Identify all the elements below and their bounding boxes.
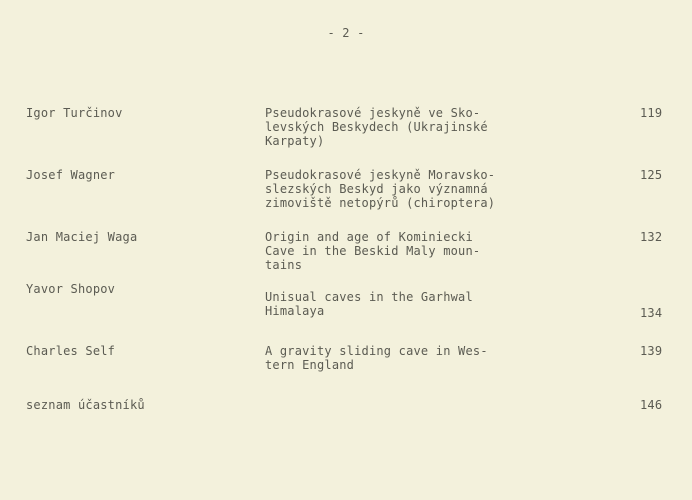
entry-title (265, 168, 605, 210)
entry-title-line: Karpaty) (265, 134, 325, 148)
entry-page-number: 125 (640, 168, 663, 182)
entry-title-line: tains (265, 258, 303, 272)
entry-title-line: Origin and age of Kominiecki (265, 230, 473, 244)
entry-author: Charles Self (26, 344, 116, 358)
entry-author: Jan Maciej Waga (26, 230, 138, 244)
entry-page-number: 119 (640, 106, 663, 120)
entry-title (265, 290, 605, 318)
entry-title-line: tern England (265, 358, 355, 372)
entry-title (265, 344, 605, 372)
entry-author: Josef Wagner (26, 168, 116, 182)
entry-page-number: 132 (640, 230, 663, 244)
page-number: - 2 - (327, 26, 365, 40)
entry-title-line: levských Beskydech (Ukrajinské (265, 120, 488, 134)
entry-title-line: Pseudokrasové jeskyně Moravsko- (265, 168, 496, 182)
entry-page-number: 134 (640, 306, 663, 320)
entry-title-line: Himalaya (265, 304, 325, 318)
entry-author: Yavor Shopov (26, 282, 116, 296)
entry-title-line: Cave in the Beskid Maly moun- (265, 244, 481, 258)
entry-title (265, 230, 605, 272)
entry-title-line: A gravity sliding cave in Wes- (265, 344, 488, 358)
entry-author: seznam účastníků (26, 398, 145, 412)
entry-title-line: zimoviště netopýrů (chiroptera) (265, 196, 496, 210)
entry-author: Igor Turčinov (26, 106, 123, 120)
entry-page-number: 146 (640, 398, 663, 412)
entry-title (265, 106, 605, 148)
entry-title-line: Pseudokrasové jeskyně ve Sko- (265, 106, 481, 120)
entry-title-line: slezských Beskyd jako významná (265, 182, 488, 196)
entry-page-number: 139 (640, 344, 663, 358)
entry-title-line: Unisual caves in the Garhwal (265, 290, 473, 304)
